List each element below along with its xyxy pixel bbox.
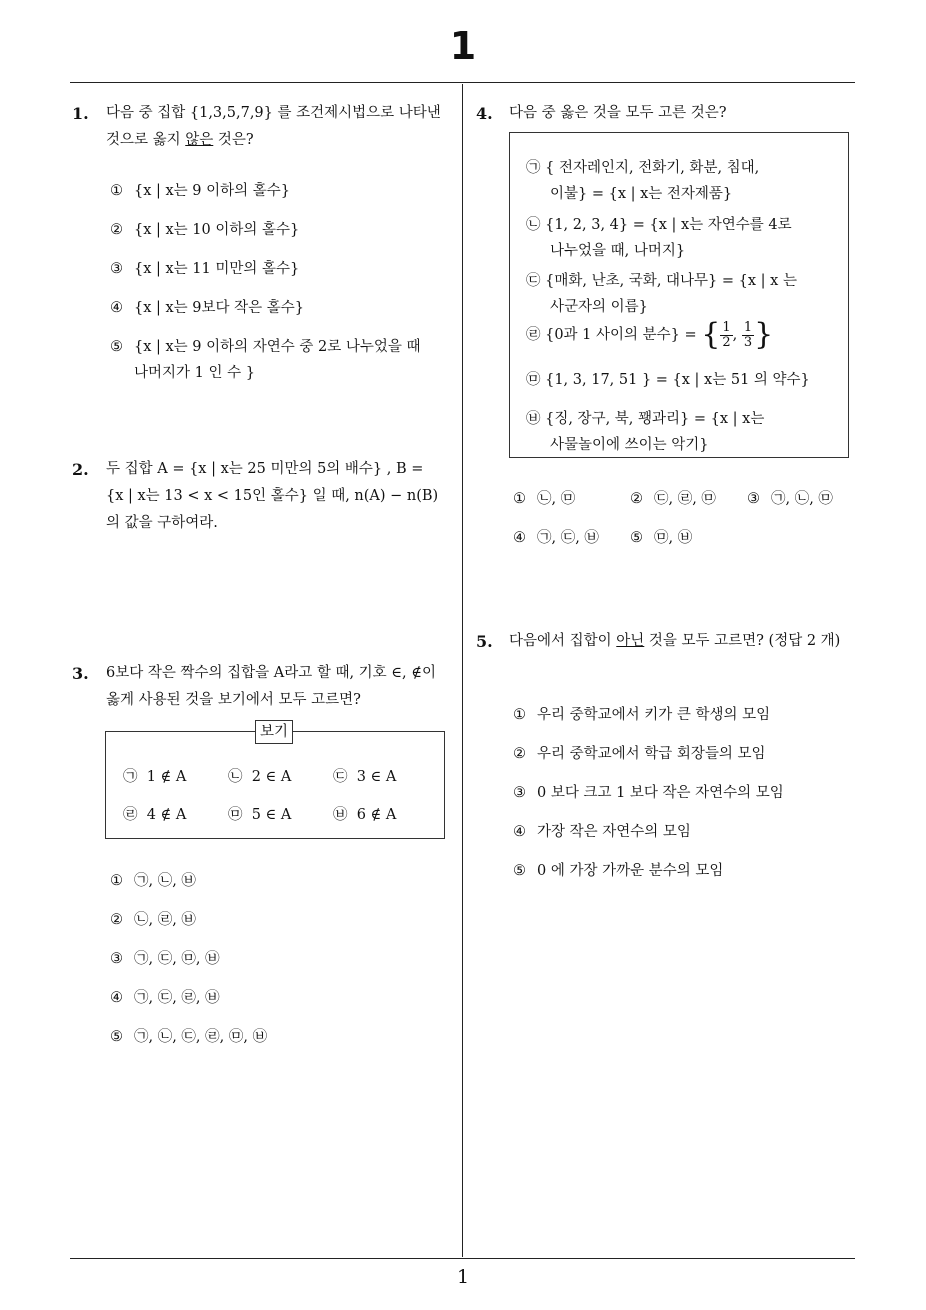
- q3-option-2[interactable]: ② ㉡, ㉣, ㉥: [110, 912, 196, 928]
- q3-item-1: ㉠ 1 ∉ A: [123, 769, 187, 785]
- q4-option-3[interactable]: ③ ㉠, ㉡, ㉤: [747, 491, 833, 507]
- q4-statement-1: ㉠ { 전자레인지, 전화기, 화분, 침대, 이불} = {x | x는 전자제품}: [526, 160, 760, 202]
- q2-stem-line1: 두 집합 A = {x | x는 25 미만의 5의 배수} , B =: [106, 461, 424, 477]
- q3-item-3: ㉢ 3 ∈ A: [333, 769, 397, 785]
- q1-stem: [106, 100, 456, 154]
- q1-underlined-word: 않은: [185, 132, 214, 148]
- q3-item-6: ㉥ 6 ∉ A: [333, 807, 397, 823]
- q3-stem: [106, 660, 456, 714]
- q2-stem-line2: {x | x는 13 < x < 15인 홀수} 일 때, n(A) − n(B): [106, 488, 439, 504]
- q5-option-4[interactable]: ④ 가장 작은 자연수의 모임: [513, 824, 691, 840]
- q5-underlined-word: 아닌: [616, 633, 645, 649]
- q1-stem-line2: 것으로 옳지 않은 것은?: [106, 132, 254, 148]
- q4-statement-3: ㉢ {매화, 난초, 국화, 대나무} = {x | x 는 사군자의 이름}: [526, 273, 797, 315]
- q1-option-1[interactable]: ① {x | x는 9 이하의 홀수}: [110, 183, 291, 199]
- q1-stem-line1: 다음 중 집합 {1,3,5,7,9} 를 조건제시법으로 나타낸: [106, 105, 441, 121]
- q5-option-1[interactable]: ① 우리 중학교에서 키가 큰 학생의 모임: [513, 707, 771, 723]
- q1-option-4[interactable]: ④ {x | x는 9보다 작은 홀수}: [110, 300, 305, 316]
- q3-option-4[interactable]: ④ ㉠, ㉢, ㉣, ㉥: [110, 990, 220, 1006]
- q3-stem-line2: 옳게 사용된 것을 보기에서 모두 고르면?: [106, 692, 361, 708]
- bottom-rule: [70, 1258, 855, 1259]
- q3-option-3[interactable]: ③ ㉠, ㉢, ㉤, ㉥: [110, 951, 220, 967]
- page-number-header: 1: [449, 24, 477, 68]
- q4-option-2[interactable]: ② ㉢, ㉣, ㉤: [630, 491, 716, 507]
- q1-option-5[interactable]: ⑤ {x | x는 9 이하의 자연수 중 2로 나누었을 때 나머지가 1 인 수 }: [110, 339, 421, 381]
- page-number-footer: 1: [456, 1266, 470, 1288]
- q4-statement-4: ㉣ {0과 1 사이의 분수} = { $\frac{1}{2}$ , $\frac{1}{3}$ }: [526, 317, 774, 352]
- q3-item-5: ㉤ 5 ∈ A: [228, 807, 292, 823]
- q3-number: 3.: [72, 664, 89, 683]
- q4-option-5[interactable]: ⑤ ㉤, ㉥: [630, 530, 693, 546]
- q3-option-5[interactable]: ⑤ ㉠, ㉡, ㉢, ㉣, ㉤, ㉥: [110, 1029, 268, 1045]
- q2-stem: [106, 456, 456, 537]
- q3-option-1[interactable]: ① ㉠, ㉡, ㉥: [110, 873, 196, 889]
- column-divider: [462, 84, 463, 1257]
- q3-example-label: 보기: [255, 720, 293, 744]
- q1-number: 1.: [72, 104, 89, 123]
- q4-option-1[interactable]: ① ㉡, ㉤: [513, 491, 576, 507]
- q1-option-3[interactable]: ③ {x | x는 11 미만의 홀수}: [110, 261, 300, 277]
- q4-statement-5: ㉤ {1, 3, 17, 51 } = {x | x는 51 의 약수}: [526, 372, 810, 388]
- q3-item-4: ㉣ 4 ∉ A: [123, 807, 187, 823]
- q5-option-5[interactable]: ⑤ 0 에 가장 가까운 분수의 모임: [513, 863, 724, 879]
- q1-option-2[interactable]: ② {x | x는 10 이하의 홀수}: [110, 222, 300, 238]
- q2-number: 2.: [72, 460, 89, 479]
- q2-stem-line3: 의 값을 구하여라.: [106, 515, 218, 531]
- q4-statement-2: ㉡ {1, 2, 3, 4} = {x | x는 자연수를 4로 나누었을 때, 나머지}: [526, 217, 792, 259]
- q4-number: 4.: [476, 104, 493, 123]
- q4-stem: 다음 중 옳은 것을 모두 고른 것은?: [509, 105, 727, 121]
- q3-stem-line1: 6보다 작은 짝수의 집합을 A라고 할 때, 기호 ∈, ∉이: [106, 665, 436, 681]
- q5-stem: 다음에서 집합이 아닌 것을 모두 고르면? (정답 2 개): [509, 633, 841, 649]
- q5-option-2[interactable]: ② 우리 중학교에서 학급 회장들의 모임: [513, 746, 766, 762]
- q5-option-3[interactable]: ③ 0 보다 크고 1 보다 작은 자연수의 모임: [513, 785, 784, 801]
- top-rule: [70, 82, 855, 83]
- q4-statement-6: ㉥ {징, 장구, 북, 꽹과리} = {x | x는 사물놀이에 쓰이는 악기}: [526, 411, 765, 453]
- q3-item-2: ㉡ 2 ∈ A: [228, 769, 292, 785]
- q5-number: 5.: [476, 632, 493, 651]
- q4-option-4[interactable]: ④ ㉠, ㉢, ㉥: [513, 530, 599, 546]
